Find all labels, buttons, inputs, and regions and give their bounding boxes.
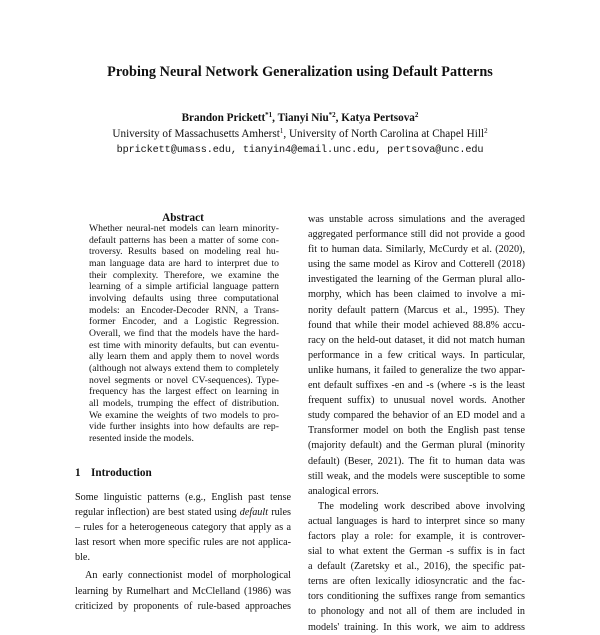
text-line: man language data are hard to interpret due to (89, 257, 279, 269)
affiliation-separator: , (283, 128, 289, 140)
text-line: tors conditioning the suffixes range from semantics (308, 591, 525, 603)
text-line (75, 550, 291, 565)
text-line: troversy. Results based on modeling real hu- (89, 246, 279, 258)
text-line: involving defaults using three computational (89, 292, 279, 304)
section-title: Introduction (91, 467, 152, 479)
text-line: analogical errors. (308, 485, 379, 497)
text-line: ent default suffixes -en and -s (where -s is the least (308, 380, 525, 392)
text-line: Transformer model on both the English past tense (308, 425, 525, 437)
text-line: morphy, which has been claimed to involve a mi- (308, 289, 525, 301)
affiliation-name: University of Massachusetts Amherst (112, 128, 280, 140)
text-line: novel segments or novel CV-sequences). Type- (89, 374, 279, 386)
text-line: vide further insights into how defaults are rep- (89, 421, 279, 433)
affiliation-name: University of North Carolina at Chapel Hill (288, 128, 485, 140)
text-run: – rules for a heterogeneous category that apply as a (75, 522, 291, 534)
text-line: using the same model as Kirov and Cotterell (2018) (308, 259, 525, 271)
author-name: Brandon Prickett (181, 112, 266, 124)
text-run: last resort when more specific rules are not applica- (75, 537, 291, 549)
text-line: learning of a simple artificial language pattern (89, 281, 279, 293)
text-line: all models, trumping the effect of distribution. (89, 397, 279, 409)
body-paragraph (308, 212, 525, 499)
text-line: terns are often lexically idiosyncratic and the fac- (308, 576, 525, 588)
text-line: nority default pattern (Marcus et al., 1995). They (308, 304, 525, 316)
text-line (75, 535, 291, 550)
text-line: actual languages is hard to interpret since so many (308, 515, 525, 527)
text-line: to phonology and not all of them are included in (308, 606, 525, 618)
author-mark: *1 (265, 111, 273, 119)
affiliation-list (0, 128, 600, 140)
text-line: models: an Encoder-Decoder RNN, a Trans- (89, 304, 279, 316)
text-line: investigated the learning of the German plural allo- (308, 274, 525, 286)
author-mark: *2 (328, 111, 336, 119)
text-line: still weak, and the models were susceptible to some (308, 470, 525, 482)
text-line (75, 490, 291, 505)
text-line: unlike humans, it failed to generalize the two appar- (308, 364, 525, 376)
text-line: criticized by proponents of rule-based approaches (75, 600, 291, 612)
text-line: learning by Rumelhart and McClelland (1986) was (75, 585, 291, 597)
text-line (75, 505, 291, 520)
text-line: aggregated performance still did not provide a good (308, 229, 525, 241)
text-line: their complexity. Therefore, we examine the (89, 269, 279, 281)
text-line: performance in a few critical ways. In particular, (308, 349, 525, 361)
text-line: default) (Beser, 2021). The fit to human data was (308, 455, 525, 467)
text-line: factors play a role: for example, it is controver- (308, 530, 525, 542)
abstract-heading: Abstract (162, 212, 204, 224)
text-line: est time with minority defaults, but can eventu- (89, 339, 279, 351)
text-line: former Encoder, and a Logistic Regression. (89, 316, 279, 328)
text-run: rules (268, 507, 291, 519)
text-line: default patterns has been a matter of some con- (89, 234, 279, 246)
text-run: ble. (75, 552, 90, 564)
text-line (75, 520, 291, 535)
text-line: frequent suffix) to unusual novel words. Another (308, 395, 525, 407)
intro-paragraph (75, 568, 291, 613)
body-paragraph (308, 499, 525, 635)
author-list (0, 112, 600, 124)
right-column-body (308, 212, 525, 635)
text-line: found that while their model achieved 88.8% accu- (308, 319, 525, 331)
author-separator: , (272, 112, 278, 124)
text-line: Whether neural-net models can learn minority- (89, 223, 279, 234)
text-run: regular inflection) are best stated using (75, 507, 240, 519)
text-line: ally learn them and apply them to novel words (89, 351, 279, 363)
text-line: models' training. In this work, we aim to address (308, 621, 525, 633)
author-name: Tianyi Niu (277, 112, 329, 124)
text-line: a default (Zaretsky et al., 2016), the specific pat- (308, 561, 525, 573)
abstract-body (89, 223, 279, 444)
text-line: Overall, we find that the models have the hard- (89, 327, 279, 339)
text-line: We examine the weights of two models to pro- (89, 409, 279, 421)
paper-title: Probing Neural Network Generalization using Default Patterns (107, 64, 493, 80)
introduction-body (75, 490, 291, 614)
author-name: Katya Pertsova (341, 112, 415, 124)
text-line: was unstable across simulations and the averaged (308, 214, 525, 225)
text-line: (although not always extend them to completely (89, 362, 279, 374)
section-number: 1 (75, 467, 81, 479)
text-line: resented inside the models. (89, 432, 194, 444)
text-line: study compared the behavior of an ED model and a (308, 410, 525, 422)
author-emails: bprickett@umass.edu, tianyin4@email.unc.edu, pertsova@unc.edu (116, 145, 484, 156)
text-line: sial to what extent the German -s suffix is in fact (308, 546, 525, 558)
emphasis-text: default (239, 507, 269, 519)
text-line: (majority default) and the German plural (minority (308, 440, 525, 452)
text-line: racy on the held-out dataset, it did not match human (308, 334, 525, 346)
affiliation-mark: 1 (279, 127, 284, 135)
author-mark: 2 (414, 111, 419, 119)
text-line: The modeling work described above involving (318, 500, 525, 512)
text-line: fit to human data. Similarly, McCurdy et al. (2020), (308, 244, 525, 256)
intro-paragraph (75, 490, 291, 565)
text-line: frequency has the largest effect on learning in (89, 386, 279, 398)
section-heading-introduction (75, 467, 152, 479)
text-line: An early connectionist model of morphological (85, 570, 291, 582)
author-separator: , (335, 112, 342, 124)
affiliation-mark: 2 (484, 127, 488, 135)
text-run: Some linguistic patterns (e.g., English past tense (75, 492, 291, 503)
